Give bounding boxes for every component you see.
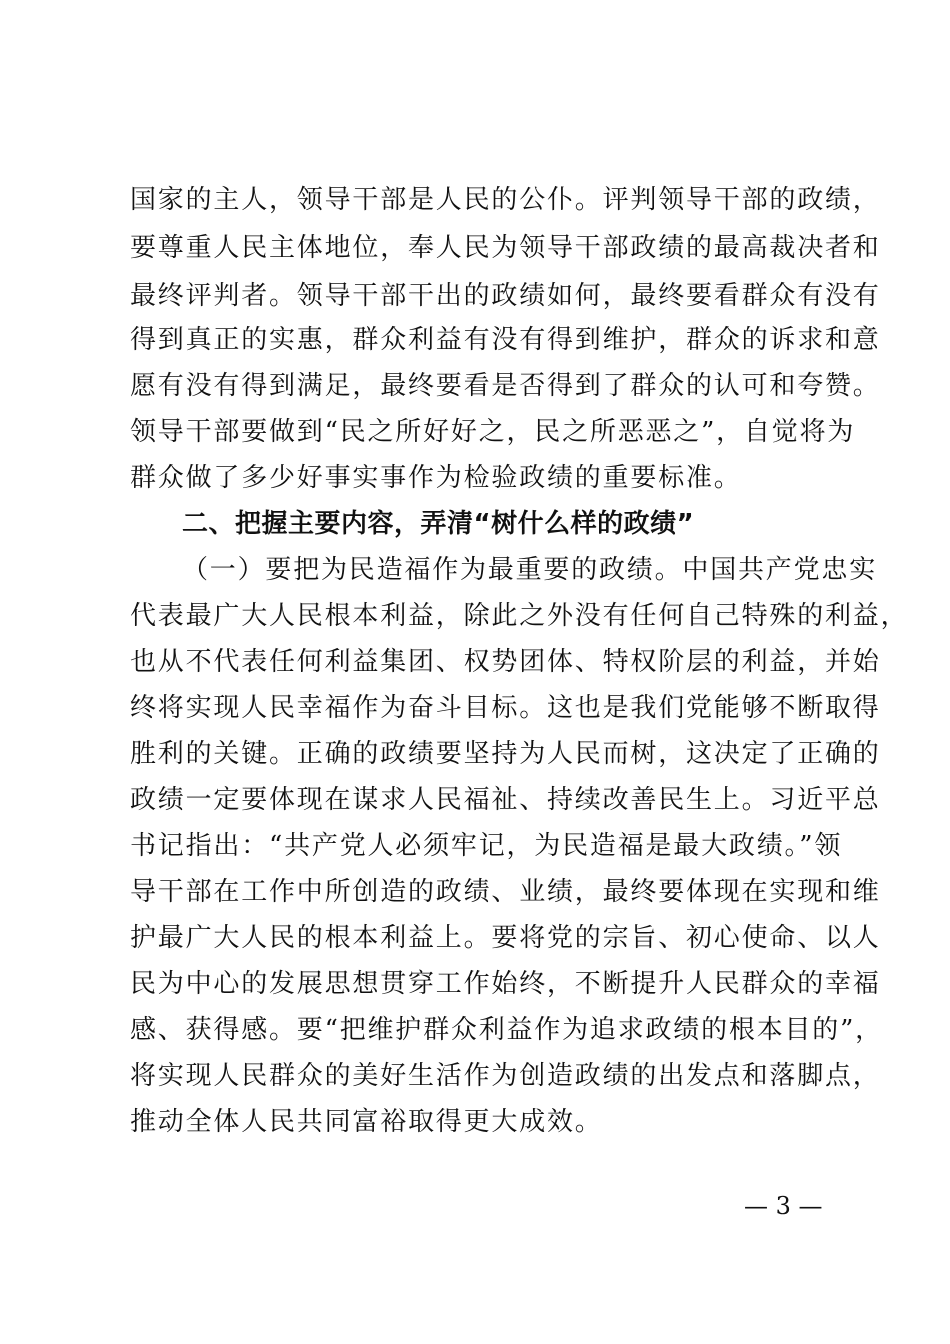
body-line: 护最广大人民的根本利益上。要将党的宗旨、初心使命、以人 (130, 923, 881, 953)
body-line: （一）要把为民造福作为最重要的政绩。中国共产党忠实 (182, 555, 878, 585)
body-line: 书记指出：“共产党人必须牢记，为民造福是最大政绩。”领 (130, 831, 843, 861)
body-line: 胜利的关键。正确的政绩要坚持为人民而树，这决定了正确的 (130, 739, 881, 769)
body-line: 得到真正的实惠，群众利益有没有得到维护，群众的诉求和意 (130, 325, 881, 355)
body-line: 也从不代表任何利益集团、权势团体、特权阶层的利益，并始 (130, 647, 881, 677)
body-line: 推动全体人民共同富裕取得更大成效。 (130, 1107, 603, 1137)
body-line: 终将实现人民幸福作为奋斗目标。这也是我们党能够不断取得 (130, 693, 881, 723)
body-line: 民为中心的发展思想贯穿工作始终，不断提升人民群众的幸福 (130, 969, 881, 999)
body-line: 国家的主人，领导干部是人民的公仆。评判领导干部的政绩， (130, 185, 881, 215)
body-line: 政绩一定要体现在谋求人民福祉、持续改善民生上。习近平总 (130, 785, 881, 815)
section-heading: 二、把握主要内容，弄清“树什么样的政绩” (182, 509, 695, 539)
body-line: 导干部在工作中所创造的政绩、业绩，最终要体现在实现和维 (130, 877, 881, 907)
body-line: 将实现人民群众的美好生活作为创造政绩的出发点和落脚点， (130, 1061, 881, 1091)
body-line: 要尊重人民主体地位，奉人民为领导干部政绩的最高裁决者和 (130, 233, 881, 263)
body-line: 领导干部要做到“民之所好好之，民之所恶恶之”，自觉将为 (130, 417, 856, 447)
page-number: — 3 — (744, 1192, 823, 1220)
body-line: 感、获得感。要“把维护群众利益作为追求政绩的根本目的”， (130, 1015, 883, 1045)
body-line: 最终评判者。领导干部干出的政绩如何，最终要看群众有没有 (130, 281, 881, 311)
body-line: 愿有没有得到满足，最终要看是否得到了群众的认可和夸赞。 (130, 371, 881, 401)
body-line: 群众做了多少好事实事作为检验政绩的重要标准。 (130, 463, 742, 493)
body-line: 代表最广大人民根本利益，除此之外没有任何自己特殊的利益， (130, 601, 909, 631)
